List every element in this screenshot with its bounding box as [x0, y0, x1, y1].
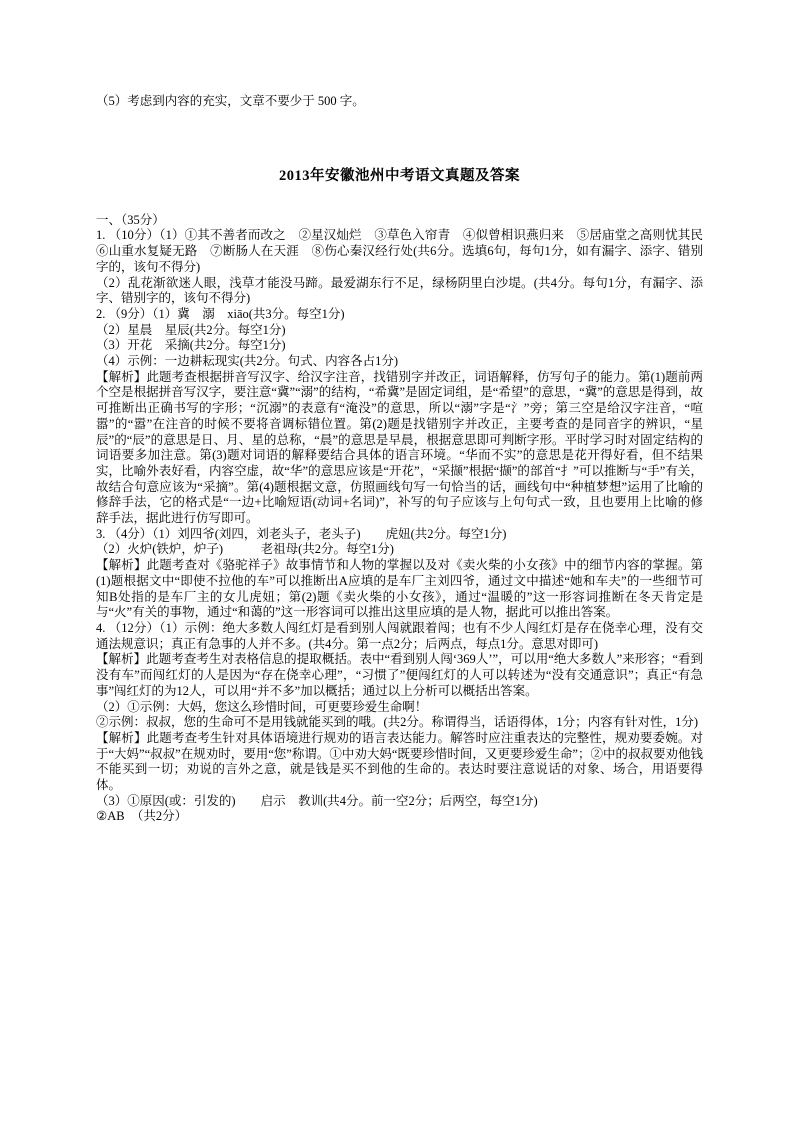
answer-paragraph-q2-4: （4）示例：一边耕耘现实(共2分。句式、内容各占1分) [96, 354, 399, 369]
answer-paragraph-q1-1: 1. （10分）（1）①其不善者而改之 ②星汉灿烂 ③草色入帘青 ④似曾相识燕归来 ⑤居庙堂之高则忧其民 ⑥山重水复疑无路 ⑦断肠人在天涯 ⑧伤心秦汉经行处(共6分。选填6句，每句1分，如有漏字、添字、错别字的，该句不得分) [96, 228, 716, 274]
answer-paragraph-q1-2: （2）乱花渐欲迷人眼，浅草才能没马蹄。最爱湖东行不足，绿杨阴里白沙堤。(共4分。每句1分，有漏字、添字、错别字的，该句不得分) [96, 275, 703, 306]
analysis-paragraph-q4-1: 【解析】此题考查考生对表格信息的提取概括。表中“看到别人闯‘369人’”，可以用“绝大多数人”来形容；“看到没有车”而闯红灯的人是因为“存在侥幸心理”，“习惯了”便闯红灯的人可以转述为“没有交通意识”；真正“有急事”闯红灯的为12人，可以用“并不多”加以概括；通过以上分析可以概括出答案。 [96, 652, 703, 698]
analysis-paragraph-q3: 【解析】此题考查对《骆驼祥子》故事情节和人物的掌握以及对《卖火柴的小女孩》中的细节内容的掌握。第(1)题根据文中“即使不拉他的车”可以推断出A应填的是车厂主刘四爷，通过文中描述“她和车夫”的一些细节可知B处指的是车厂主的女儿虎妞；第(2)题《卖火柴的小女孩》，通过“温暖的”这一形容词推断在冬天肯定是与“火”有关的事物，通过“和蔼的”这一形容词可以推出这里应填的是人物，据此可以推出答案。 [96, 558, 703, 620]
document-content [96, 94, 716, 825]
answer-paragraph-q4-1: 4. （12分）（1）示例：绝大多数人闯红灯是看到别人闯就跟着闯；也有不少人闯红灯是存在侥幸心理，没有交通法规意识；真正有急事的人并不多。(共4分。第一点2分；后两点，每点1分。意思对即可) [96, 620, 703, 651]
answer-paragraph-q2-3: （3）开花 采摘(共2分。每空1分) [96, 338, 286, 353]
previous-question-line: （5）考虑到内容的充实，文章不要少于 500 字。 [96, 94, 365, 108]
analysis-paragraph-q2: 【解析】此题考查根据拼音写汉字、给汉字注音，找错别字并改正，词语解释，仿写句子的能力。第(1)题前两个空是根据拼音写汉字，要注意“冀”“溺”的结构，“希冀”是固定词组，是“希望”的意思，“冀”的意思是得到，故可推断出正确书写的字形；“沉溺”的表意有“淹没”的意思，所以“溺”字是“氵”旁；第三空是给汉字注音，“喧嚣”的“嚣”在注音的时候不要将音调标错位置。第(2)题是找错别字并改正，主要考查的是同音字的辨识，“星辰”的“辰”的意思是日、月、星的总称，“晨”的意思是早晨，根据意思即可判断字形。平时学习时对固定结构的词语要多加注意。第(3)题对词语的解释要结合具体的语言环境。“华而不实”的意思是花开得好看，但不结果实，比喻外表好看，内容空虚，故“华”的意思应该是“开花”，“采撷”根据“撷”的部首“扌”可以推断与“手”有关，故结合句意应该为“采摘”。第(4)题根据文意，仿照画线句写一句恰当的话，画线句中“种植梦想”运用了比喻的修辞手法，它的格式是“一边+比喻短语(动词+名词)”，补写的句子应该与上句句式一致，且也要用上比喻的修辞手法，据此进行仿写即可。 [96, 369, 703, 526]
answer-paragraph-q4-3b: ②AB （共2分） [96, 809, 188, 824]
analysis-paragraph-q4-2: 【解析】此题考查考生针对具体语境进行规劝的语言表达能力。解答时应注重表达的完整性，规劝要委婉。对于“大妈”“叔叔”在规劝时，要用“您”称谓。①中劝大妈“既要珍惜时间，又更要珍爱生命”；②中的叔叔要劝他钱不能买到一切；劝说的言外之意，就是钱是买不到他的生命的。表达时要注意说话的对象、场合，用语要得体。 [96, 730, 703, 793]
answer-paragraph-q4-2b: ②示例：叔叔，您的生命可不是用钱就能买到的哦。(共2分。称谓得当，话语得体，1分；内容有针对性，1分) [96, 715, 699, 730]
answer-paragraph-q4-3a: （3）①原因(或：引发的) 启示 教训(共4分。前一空2分；后两空，每空1分) [96, 793, 538, 808]
answer-paragraph-q3-1: 3. （4分）（1）刘四爷(刘四，刘老头子，老头子) 虎妞(共2分。每空1分) [96, 526, 507, 541]
section-heading: 一、（35分） [96, 212, 165, 227]
answer-paragraph-q2-2: （2）星晨 星辰(共2分。每空1分) [96, 322, 286, 337]
answer-paragraph-q4-2a: （2）①示例：大妈，您这么珍惜时间，可更要珍爱生命啊！ [96, 699, 428, 714]
answer-paragraph-q3-2: （2）火炉(铁炉，炉子) 老祖母(共2分。每空1分) [96, 542, 394, 557]
page-title: 2013年安徽池州中考语文真题及答案 [279, 167, 520, 184]
answer-paragraph-q2-1: 2. （9分）（1）冀 溺 xiāo(共3分。每空1分) [96, 306, 345, 321]
